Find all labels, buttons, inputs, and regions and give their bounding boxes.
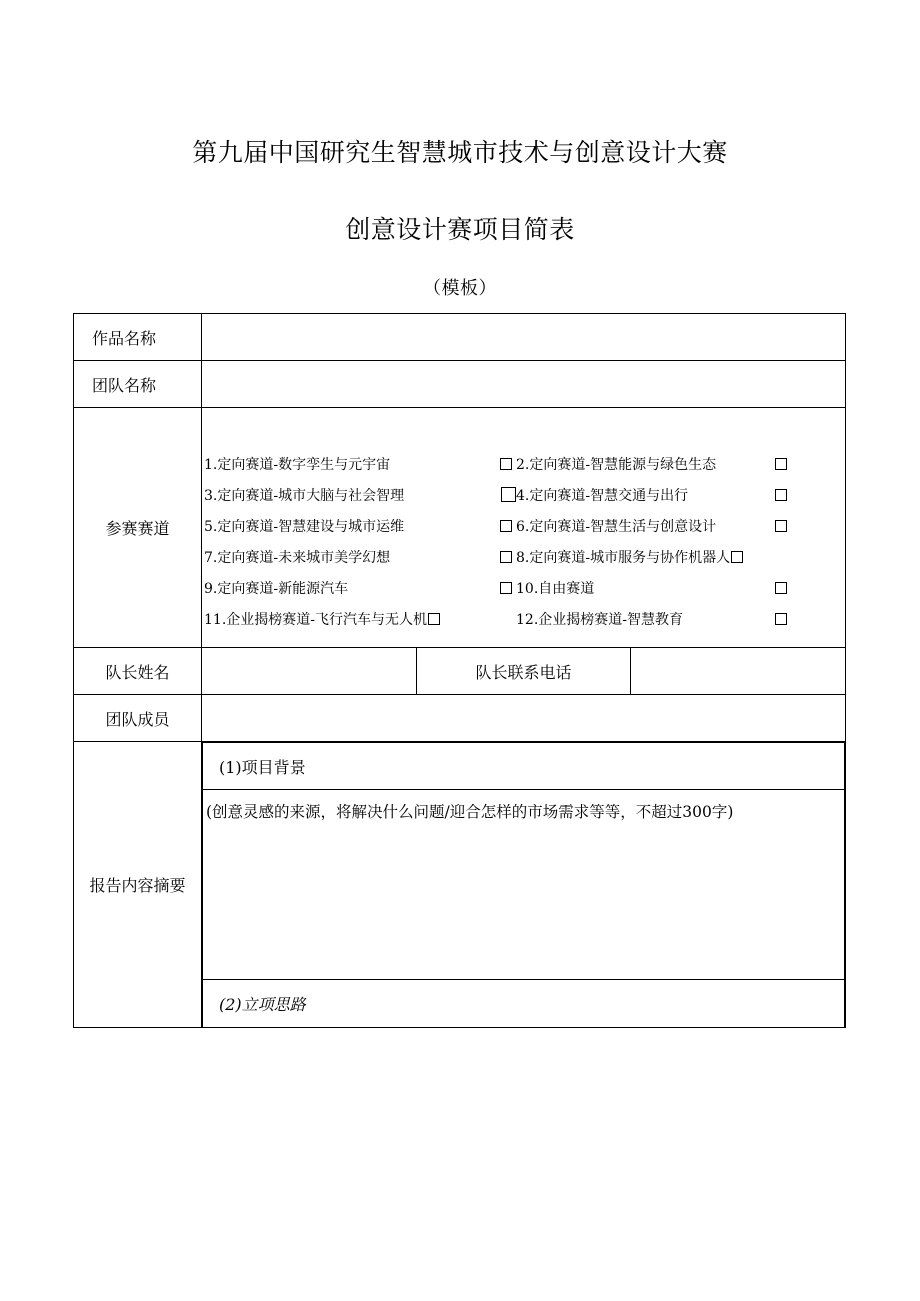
track-option-3[interactable] bbox=[204, 485, 516, 504]
checkbox-icon[interactable] bbox=[775, 520, 787, 532]
track-options bbox=[202, 408, 846, 648]
track-option-4[interactable] bbox=[516, 485, 845, 504]
entry-form-table bbox=[73, 313, 846, 1028]
track-option-label: 3.定向赛道-城市大脑与社会智理 bbox=[204, 487, 405, 504]
team-name-field[interactable] bbox=[202, 361, 846, 408]
track-option-label: 6.定向赛道-智慧生活与创意设计 bbox=[516, 518, 717, 535]
track-option-label: 1.定向赛道-数字孪生与元宇宙 bbox=[204, 456, 391, 473]
track-option-10[interactable] bbox=[516, 578, 845, 597]
document-subtitle: 创意设计赛项目简表 bbox=[345, 215, 575, 244]
track-option-7[interactable] bbox=[204, 547, 516, 566]
track-option-12[interactable] bbox=[516, 609, 845, 628]
captain-phone-label: 队长联系电话 bbox=[416, 648, 631, 695]
track-option-label: 10.自由赛道 bbox=[516, 580, 595, 597]
captain-name-label: 队长姓名 bbox=[74, 648, 202, 695]
captain-phone-field[interactable] bbox=[631, 648, 846, 695]
background-heading: (1)项目背景 bbox=[203, 743, 845, 790]
checkbox-icon[interactable] bbox=[731, 551, 743, 563]
background-field[interactable] bbox=[203, 790, 845, 980]
checkbox-icon[interactable] bbox=[500, 520, 512, 532]
checkbox-icon[interactable] bbox=[775, 489, 787, 501]
track-option-label: 4.定向赛道-智慧交通与出行 bbox=[516, 487, 689, 504]
checkbox-icon[interactable] bbox=[428, 613, 440, 625]
work-name-field[interactable] bbox=[202, 314, 846, 361]
background-hint: (创意灵感的来源，将解决什么问题/迎合怎样的市场需求等等，不超过300字) bbox=[206, 803, 734, 822]
checkbox-icon[interactable] bbox=[775, 613, 787, 625]
template-note: （模板） bbox=[423, 278, 497, 299]
abstract-section bbox=[202, 742, 846, 1028]
track-option-label: 11.企业揭榜赛道-飞行汽车与无人机 bbox=[204, 611, 427, 628]
work-name-label: 作品名称 bbox=[74, 314, 202, 361]
team-name-label: 团队名称 bbox=[74, 361, 202, 408]
track-option-6[interactable] bbox=[516, 516, 845, 535]
members-label: 团队成员 bbox=[74, 695, 202, 742]
document-title: 第九届中国研究生智慧城市技术与创意设计大赛 bbox=[192, 138, 728, 167]
checkbox-icon[interactable] bbox=[500, 582, 512, 594]
track-option-label: 5.定向赛道-智慧建设与城市运维 bbox=[204, 518, 405, 535]
track-option-8[interactable] bbox=[516, 547, 845, 566]
track-option-label: 2.定向赛道-智慧能源与绿色生态 bbox=[516, 456, 717, 473]
captain-name-field[interactable] bbox=[202, 648, 417, 695]
track-option-label: 9.定向赛道-新能源汽车 bbox=[204, 580, 349, 597]
track-option-label: 12.企业揭榜赛道-智慧教育 bbox=[516, 611, 683, 628]
checkbox-icon[interactable] bbox=[501, 487, 516, 502]
track-option-11[interactable] bbox=[204, 609, 516, 628]
checkbox-icon[interactable] bbox=[775, 582, 787, 594]
members-field[interactable] bbox=[202, 695, 846, 742]
checkbox-icon[interactable] bbox=[775, 458, 787, 470]
track-option-9[interactable] bbox=[204, 578, 516, 597]
track-option-label: 7.定向赛道-未来城市美学幻想 bbox=[204, 549, 391, 566]
checkbox-icon[interactable] bbox=[500, 551, 512, 563]
track-option-5[interactable] bbox=[204, 516, 516, 535]
track-option-label: 8.定向赛道-城市服务与协作机器人 bbox=[516, 549, 731, 566]
abstract-label: 报告内容摘要 bbox=[74, 742, 202, 1028]
approach-heading: (2)立项思路 bbox=[203, 980, 845, 1027]
track-option-2[interactable] bbox=[516, 454, 845, 473]
track-label: 参赛赛道 bbox=[74, 408, 202, 648]
checkbox-icon[interactable] bbox=[500, 458, 512, 470]
track-option-1[interactable] bbox=[204, 454, 516, 473]
